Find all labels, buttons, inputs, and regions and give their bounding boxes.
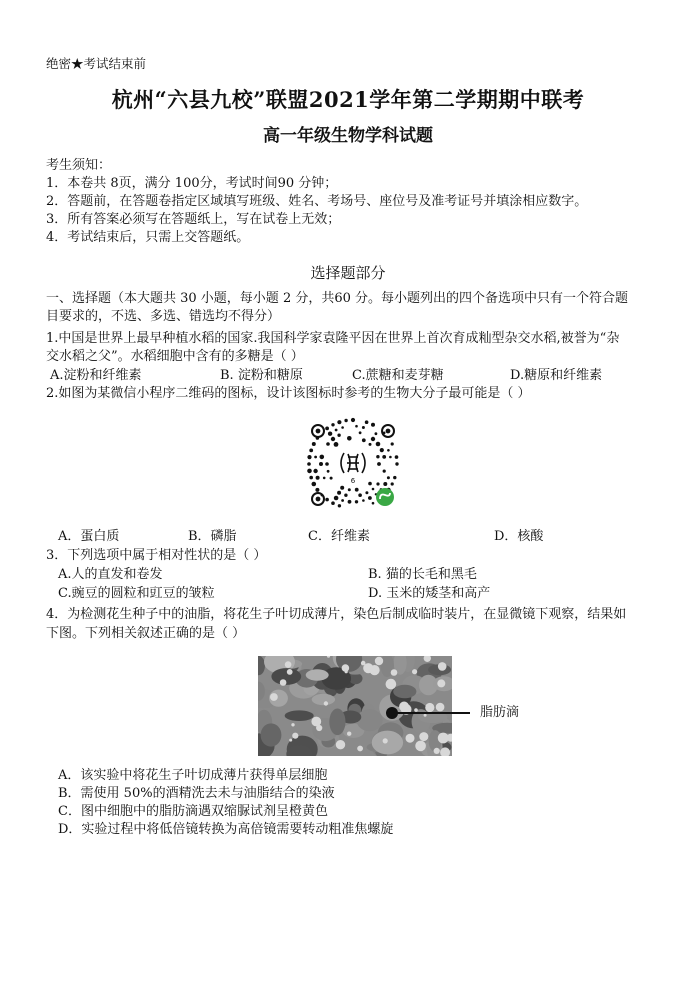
qr-dot — [368, 496, 372, 500]
qr-dot — [347, 436, 352, 441]
fat-droplet — [289, 739, 292, 742]
q1-option-a: A.淀粉和纤维素 — [50, 368, 142, 383]
q1-option-b: B. 淀粉和糖原 — [220, 368, 303, 383]
fat-droplet — [287, 669, 293, 675]
qr-dot — [365, 420, 369, 424]
cell-blob — [393, 685, 416, 698]
q1-stem-line-1: 1.中国是世界上最早种植水稻的国家.我国科学家袁隆平因在世界上首次育成籼型杂交水稻,被誉为“杂 — [46, 331, 620, 346]
qr-dot — [331, 501, 335, 505]
qr-dot — [337, 434, 340, 437]
secret-mark: 绝密★考试结束前 — [46, 56, 147, 71]
qr-dot — [319, 462, 323, 466]
notice-item-1: 1．本卷共 8页，满分 100分，考试时间90 分钟； — [46, 176, 338, 191]
q3-option-a: A.人的直发和卷发 — [58, 567, 163, 582]
qr-dot — [326, 442, 330, 446]
q3-option-d: D. 玉米的矮茎和高产 — [368, 586, 491, 601]
fat-droplet — [437, 679, 445, 687]
qr-dot — [380, 448, 384, 452]
q3-option-b: B. 猫的长毛和黑毛 — [368, 567, 477, 582]
cell-blob — [312, 694, 335, 705]
peanut-cell-micrograph — [258, 656, 452, 756]
qr-dot — [376, 442, 381, 447]
qr-dot — [369, 443, 372, 446]
qr-dot — [348, 500, 352, 504]
qr-dot — [325, 462, 329, 466]
notice-heading: 考生须知： — [46, 158, 112, 173]
qr-dot — [341, 426, 344, 429]
qr-dot — [387, 476, 390, 479]
notice-item-2: 2．答题前，在答题卷指定区域填写班级、姓名、考场号、座位号及准考证号并填涂相应数字。 — [46, 194, 588, 209]
qr-dot — [383, 482, 387, 486]
qr-dot — [387, 449, 390, 452]
q4-option-b: B．需使用 50%的酒精洗去未与油脂结合的染液 — [58, 786, 335, 801]
cell-blob — [357, 709, 383, 731]
qr-dot — [340, 486, 344, 490]
fat-droplet — [270, 693, 278, 701]
fat-droplet — [383, 738, 388, 743]
qr-dot — [331, 423, 334, 426]
fat-droplet — [436, 703, 445, 712]
qr-dot — [393, 476, 396, 479]
qr-dot — [334, 496, 339, 501]
qr-dot — [375, 432, 378, 435]
fat-droplet — [419, 732, 428, 741]
micrograph-figure — [258, 656, 452, 756]
qr-dot — [362, 499, 365, 502]
exam-title: 杭州“六县九校”联盟2021学年第二学期期中联考 — [111, 87, 585, 112]
qr-code-icon — [300, 411, 406, 517]
qr-finder-dot — [316, 497, 321, 502]
qr-dot — [330, 477, 333, 480]
qr-code-figure — [300, 411, 406, 517]
figure-label-fat-droplet: 脂肪滴 — [480, 705, 520, 720]
qr-dot — [307, 469, 312, 474]
qr-finder-dot — [386, 429, 391, 434]
qr-dot — [307, 455, 311, 459]
qr-dot — [334, 442, 339, 447]
section-intro-line-1: 一、选择题（本大题共 30 小题，每小题 2 分，共60 分。每小题列出的四个备选项中只有一个符合题 — [46, 291, 629, 306]
qr-dot — [371, 423, 375, 427]
fat-droplet — [434, 748, 440, 754]
q4-option-c: C．图中细胞中的脂肪滴遇双缩脲试剂呈橙黄色 — [58, 804, 328, 819]
section-intro-line-2: 目要求的，不选、多选、错选均不得分） — [46, 309, 281, 324]
fat-droplet — [391, 669, 398, 676]
fat-droplet — [415, 741, 426, 752]
fat-droplet — [342, 664, 350, 672]
fat-droplet — [399, 702, 409, 712]
qr-dot — [323, 477, 326, 480]
qr-dot — [355, 488, 359, 492]
fat-droplet — [375, 657, 383, 665]
qr-dot — [389, 456, 392, 459]
exam-subtitle: 高一年级生物学科试题 — [263, 126, 433, 146]
cell-blob — [261, 723, 282, 746]
q2-option-b: B．磷脂 — [188, 529, 237, 544]
qr-dot — [382, 455, 386, 459]
qr-dot — [335, 429, 338, 432]
qr-dot — [358, 493, 362, 497]
qr-finder-dot — [316, 429, 321, 434]
qr-dot — [312, 482, 317, 487]
qr-dot — [351, 418, 355, 422]
cell-blob — [329, 709, 345, 736]
fat-droplet — [438, 733, 449, 744]
fat-droplet — [347, 732, 351, 736]
qr-dot — [362, 438, 366, 442]
qr-dot — [359, 431, 362, 434]
cell-blob — [372, 731, 403, 755]
qr-dot — [355, 500, 358, 503]
fat-droplet — [438, 662, 447, 671]
q1-option-d: D.糖原和纤维素 — [510, 368, 603, 383]
q2-option-a: A．蛋白质 — [58, 529, 120, 544]
q3-option-c: C.豌豆的圆粒和豇豆的皱粒 — [58, 586, 215, 601]
qr-center-number: 6 — [350, 477, 356, 485]
cell-blob — [285, 710, 314, 721]
q1-option-c: C.蔗糖和麦芽糖 — [352, 368, 444, 383]
fat-droplet — [285, 661, 292, 668]
q4-option-a: A．该实验中将花生子叶切成薄片获得单层细胞 — [58, 768, 328, 783]
qr-dot — [325, 498, 329, 502]
q2-stem: 2.如图为某微信小程序二维码的图标，设计该图标时参考的生物大分子最可能是（ ） — [46, 386, 531, 401]
qr-dot — [362, 426, 365, 429]
notice-item-3: 3．所有答案必须写在答题纸上，写在试卷上无效； — [46, 212, 341, 227]
qr-dot — [313, 469, 317, 473]
qr-dot — [395, 455, 399, 459]
qr-dot — [325, 427, 329, 431]
qr-dot — [338, 504, 341, 507]
qr-dot — [348, 488, 351, 491]
qr-dot — [377, 462, 381, 466]
q4-stem-line-1: 4．为检测花生种子中的油脂，将花生子叶切成薄片，染色后制成临时装片，在显微镜下观察，结果如 — [46, 607, 627, 622]
qr-dot — [327, 470, 330, 473]
qr-dot — [372, 502, 375, 505]
fat-droplet — [292, 733, 298, 739]
qr-dot — [341, 499, 344, 502]
fat-droplet — [357, 746, 363, 752]
qr-dot — [309, 449, 313, 453]
qr-dot — [368, 482, 372, 486]
qr-dot — [328, 432, 332, 436]
qr-dot — [344, 419, 347, 422]
qr-dot — [355, 425, 358, 428]
fat-droplet — [425, 703, 434, 712]
q3-stem: 3．下列选项中属于相对性状的是（ ） — [46, 548, 267, 563]
fat-droplet — [291, 723, 294, 726]
fat-droplet — [412, 669, 417, 674]
q1-stem-line-2: 交水稻之父”。水稻细胞中含有的多糖是（ ） — [46, 349, 304, 364]
qr-dot — [391, 442, 394, 445]
fat-droplet — [324, 701, 328, 705]
qr-dot — [307, 462, 311, 466]
q2-option-d: D．核酸 — [494, 529, 544, 544]
qr-dot — [376, 455, 379, 458]
fat-droplet — [370, 665, 380, 675]
qr-dot — [320, 455, 325, 460]
fat-droplet — [311, 717, 321, 727]
qr-dot — [315, 488, 319, 492]
q4-stem-line-2: 下图。下列相关叙述正确的是（ ） — [46, 626, 246, 641]
qr-dot — [365, 491, 368, 494]
qr-dot — [383, 470, 386, 473]
q4-option-d: D．实验过程中将低倍镜转换为高倍镜需要转动粗准焦螺旋 — [58, 822, 394, 837]
qr-dot — [309, 476, 313, 480]
section-title: 选择题部分 — [310, 264, 386, 282]
qr-dot — [372, 488, 375, 491]
fat-droplet — [424, 714, 427, 717]
qr-dot — [316, 476, 320, 480]
fat-droplet-pointer — [392, 712, 470, 714]
fat-droplet — [280, 679, 287, 686]
qr-dot — [337, 420, 341, 424]
notice-item-4: 4．考试结束后，只需上交答题纸。 — [46, 230, 250, 245]
cell-blob — [306, 669, 329, 680]
fat-droplet — [336, 740, 345, 749]
qr-dot — [337, 491, 341, 495]
fat-droplet — [406, 734, 415, 743]
q2-option-c: C．纤维素 — [308, 529, 370, 544]
qr-dot — [371, 437, 375, 441]
qr-dot — [331, 437, 335, 441]
qr-dot — [395, 462, 398, 465]
fat-droplet-marker — [386, 707, 398, 719]
qr-dot — [344, 494, 347, 497]
qr-dot — [312, 442, 316, 446]
qr-dot — [376, 482, 379, 485]
qr-dot — [314, 456, 317, 459]
fat-droplet — [386, 679, 397, 690]
qr-dot — [391, 482, 394, 485]
